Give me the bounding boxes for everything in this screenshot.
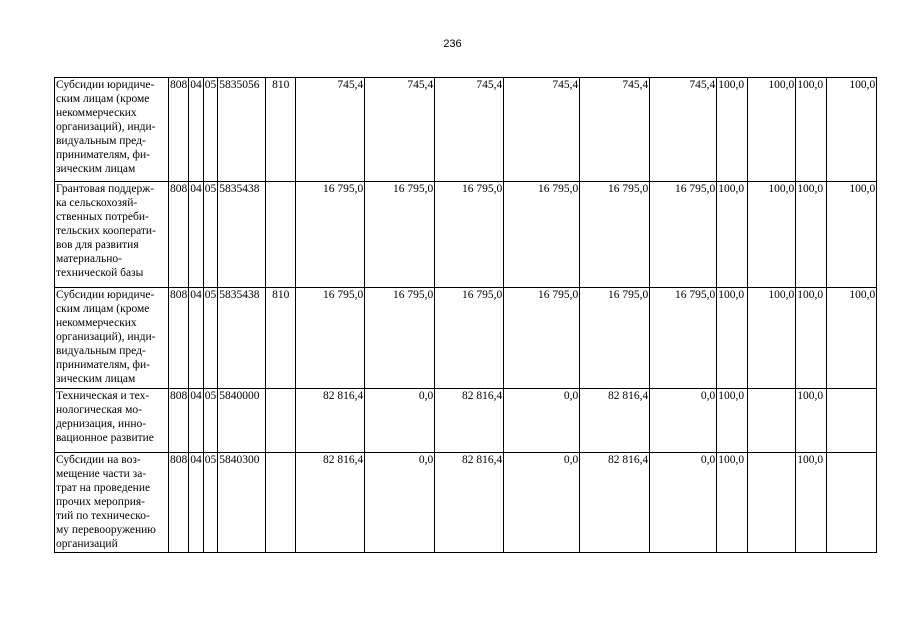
cell-v1: 82 816,4	[296, 389, 365, 453]
cell-p3: 100,0	[796, 78, 827, 182]
cell-c3: 05	[203, 288, 218, 389]
row-name	[55, 182, 169, 288]
cell-p1: 100,0	[717, 182, 748, 288]
row-name-line: организаций), инди-	[56, 331, 156, 343]
row-name-line: принимателям, фи-	[56, 149, 150, 161]
row-name-line: Субсидии юридиче-	[56, 79, 155, 91]
cell-p3: 100,0	[796, 389, 827, 453]
row-name-line: Грантовая поддерж-	[56, 183, 155, 195]
cell-p4: 100,0	[827, 288, 877, 389]
cell-c3: 05	[203, 182, 218, 288]
row-name-line: прочих мероприя-	[56, 496, 145, 508]
table-row	[55, 78, 877, 182]
cell-code: 5835438	[218, 288, 266, 389]
cell-p1: 100,0	[717, 288, 748, 389]
row-name-line: вационное развитие	[56, 432, 154, 444]
row-name-line: видуальным пред-	[56, 135, 146, 147]
cell-v6: 16 795,0	[650, 182, 717, 288]
cell-p2: 100,0	[748, 288, 796, 389]
row-name-line: ским лицам (кроме	[56, 303, 150, 315]
budget-table	[54, 77, 877, 553]
row-name	[55, 453, 169, 553]
cell-p3: 100,0	[796, 182, 827, 288]
cell-code: 5835438	[218, 182, 266, 288]
cell-c1: 808	[169, 182, 189, 288]
cell-v5: 82 816,4	[580, 389, 650, 453]
cell-v2: 0,0	[365, 389, 435, 453]
cell-p2	[748, 389, 796, 453]
cell-p1: 100,0	[717, 453, 748, 553]
row-name-line: вов для развития	[56, 239, 139, 251]
cell-p3: 100,0	[796, 453, 827, 553]
row-name-line: ским лицам (кроме	[56, 93, 150, 105]
cell-vr	[266, 182, 296, 288]
cell-code: 5835056	[218, 78, 266, 182]
row-name-line: ственных потреби-	[56, 211, 149, 223]
cell-v6: 745,4	[650, 78, 717, 182]
row-name-line: ка сельскохозяй-	[56, 197, 138, 209]
row-name-line: му перевооружению	[56, 524, 156, 536]
cell-v3: 16 795,0	[435, 182, 504, 288]
cell-p4: 100,0	[827, 78, 877, 182]
cell-v4: 16 795,0	[504, 288, 580, 389]
cell-c3: 05	[203, 389, 218, 453]
cell-c3: 05	[203, 78, 218, 182]
table-row	[55, 182, 877, 288]
cell-c2: 04	[189, 182, 204, 288]
cell-c1: 808	[169, 389, 189, 453]
table-row	[55, 288, 877, 389]
cell-code: 5840300	[218, 453, 266, 553]
row-name-line: технической базы	[56, 267, 144, 279]
cell-v3: 16 795,0	[435, 288, 504, 389]
row-name-line: некоммерческих	[56, 107, 137, 119]
cell-v5: 82 816,4	[580, 453, 650, 553]
row-name-line: зическим лицам	[56, 373, 136, 385]
cell-v5: 745,4	[580, 78, 650, 182]
row-name-line: Техническая и тех-	[56, 390, 150, 402]
cell-v2: 745,4	[365, 78, 435, 182]
cell-p2: 100,0	[748, 182, 796, 288]
cell-p4	[827, 453, 877, 553]
row-name-line: тий по техническо-	[56, 510, 150, 522]
cell-v5: 16 795,0	[580, 182, 650, 288]
row-name-line: видуальным пред-	[56, 345, 146, 357]
cell-p1: 100,0	[717, 389, 748, 453]
row-name-line: мещение части за-	[56, 468, 147, 480]
cell-c1: 808	[169, 78, 189, 182]
cell-p2: 100,0	[748, 78, 796, 182]
table-row	[55, 389, 877, 453]
cell-v1: 16 795,0	[296, 288, 365, 389]
cell-v3: 82 816,4	[435, 389, 504, 453]
row-name-line: Субсидии на воз-	[56, 454, 141, 466]
cell-c1: 808	[169, 288, 189, 389]
row-name-line: материально-	[56, 253, 122, 265]
cell-c3: 05	[203, 453, 218, 553]
cell-c2: 04	[189, 288, 204, 389]
row-name	[55, 288, 169, 389]
page-number: 236	[443, 38, 462, 50]
cell-c2: 04	[189, 389, 204, 453]
cell-v6: 16 795,0	[650, 288, 717, 389]
row-name-line: Субсидии юридиче-	[56, 289, 155, 301]
row-name	[55, 78, 169, 182]
cell-vr	[266, 389, 296, 453]
row-name-line: некоммерческих	[56, 317, 137, 329]
row-name-line: организаций	[56, 538, 118, 550]
cell-p1: 100,0	[717, 78, 748, 182]
row-name-line: принимателям, фи-	[56, 359, 150, 371]
cell-code: 5840000	[218, 389, 266, 453]
cell-p2	[748, 453, 796, 553]
cell-v2: 16 795,0	[365, 288, 435, 389]
cell-v6: 0,0	[650, 389, 717, 453]
row-name-line: организаций), инди-	[56, 121, 156, 133]
cell-v3: 745,4	[435, 78, 504, 182]
row-name-line: зическим лицам	[56, 163, 136, 175]
cell-v1: 82 816,4	[296, 453, 365, 553]
cell-p4: 100,0	[827, 182, 877, 288]
cell-p4	[827, 389, 877, 453]
cell-v5: 16 795,0	[580, 288, 650, 389]
cell-v2: 0,0	[365, 453, 435, 553]
cell-v2: 16 795,0	[365, 182, 435, 288]
row-name-line: трат на проведение	[56, 482, 151, 494]
cell-v4: 0,0	[504, 453, 580, 553]
cell-vr: 810	[266, 78, 296, 182]
cell-vr: 810	[266, 288, 296, 389]
cell-p3: 100,0	[796, 288, 827, 389]
cell-c2: 04	[189, 78, 204, 182]
cell-v1: 745,4	[296, 78, 365, 182]
cell-v3: 82 816,4	[435, 453, 504, 553]
cell-v6: 0,0	[650, 453, 717, 553]
cell-c1: 808	[169, 453, 189, 553]
cell-v4: 16 795,0	[504, 182, 580, 288]
row-name	[55, 389, 169, 453]
cell-v4: 745,4	[504, 78, 580, 182]
row-name-line: дернизация, инно-	[56, 418, 147, 430]
cell-v4: 0,0	[504, 389, 580, 453]
cell-v1: 16 795,0	[296, 182, 365, 288]
table-row	[55, 453, 877, 553]
row-name-line: нологическая мо-	[56, 404, 142, 416]
row-name-line: тельских кооперати-	[56, 225, 156, 237]
cell-c2: 04	[189, 453, 204, 553]
cell-vr	[266, 453, 296, 553]
